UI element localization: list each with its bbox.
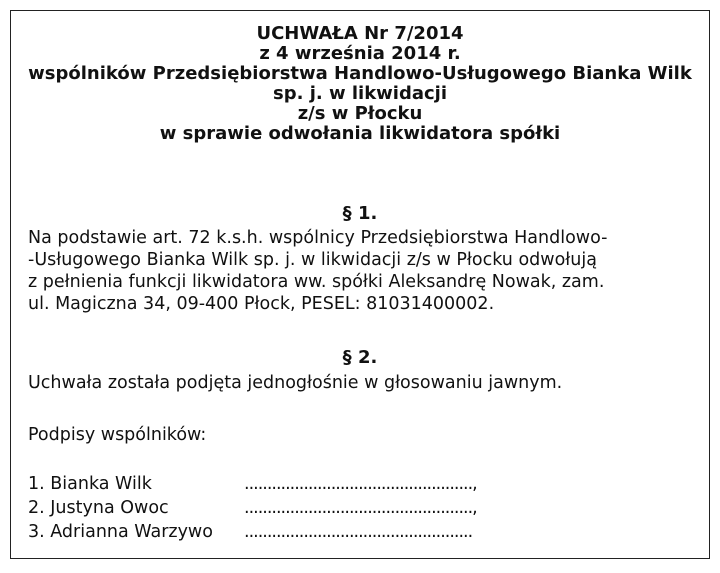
signature-row bbox=[28, 521, 472, 543]
signature-line: .................................................., bbox=[244, 498, 477, 518]
signatures-heading: Podpisy wspólników: bbox=[28, 425, 207, 445]
signature-line: .................................................. bbox=[244, 522, 473, 542]
resolution-subject: w sprawie odwołania likwidatora spółki bbox=[159, 123, 561, 144]
signatory-name: 3. Adrianna Warzywo bbox=[28, 522, 213, 542]
section-2-text: Uchwała została podjęta jednogłośnie w głosowaniu jawnym. bbox=[28, 373, 563, 393]
resolution-company-status: sp. j. w likwidacji bbox=[272, 83, 448, 104]
section-1-line: -Usługowego Bianka Wilk sp. j. w likwidacji z/s w Płocku odwołują bbox=[28, 250, 597, 270]
section-1-text bbox=[28, 227, 607, 315]
signatory-name: 1. Bianka Wilk bbox=[28, 474, 152, 494]
resolution-date: z 4 września 2014 r. bbox=[259, 43, 461, 64]
resolution-number: UCHWAŁA Nr 7/2014 bbox=[256, 23, 464, 44]
signatory-name: 2. Justyna Owoc bbox=[28, 498, 169, 518]
section-2-mark: § 2. bbox=[342, 347, 378, 368]
signature-row bbox=[28, 473, 477, 495]
signature-row bbox=[28, 497, 477, 519]
section-1-line: ul. Magiczna 34, 09-400 Płock, PESEL: 81031400002. bbox=[28, 294, 495, 314]
signature-line: .................................................., bbox=[244, 474, 477, 494]
resolution-header bbox=[0, 24, 720, 144]
section-1-mark: § 1. bbox=[342, 203, 378, 224]
section-1-line: z pełnienia funkcji likwidatora ww. spółki Aleksandrę Nowak, zam. bbox=[28, 272, 605, 292]
section-1-line: Na podstawie art. 72 k.s.h. wspólnicy Przedsiębiorstwa Handlowo- bbox=[28, 228, 608, 248]
resolution-seat: z/s w Płocku bbox=[297, 103, 423, 124]
resolution-company: wspólników Przedsiębiorstwa Handlowo-Usługowego Bianka Wilk bbox=[28, 63, 692, 84]
